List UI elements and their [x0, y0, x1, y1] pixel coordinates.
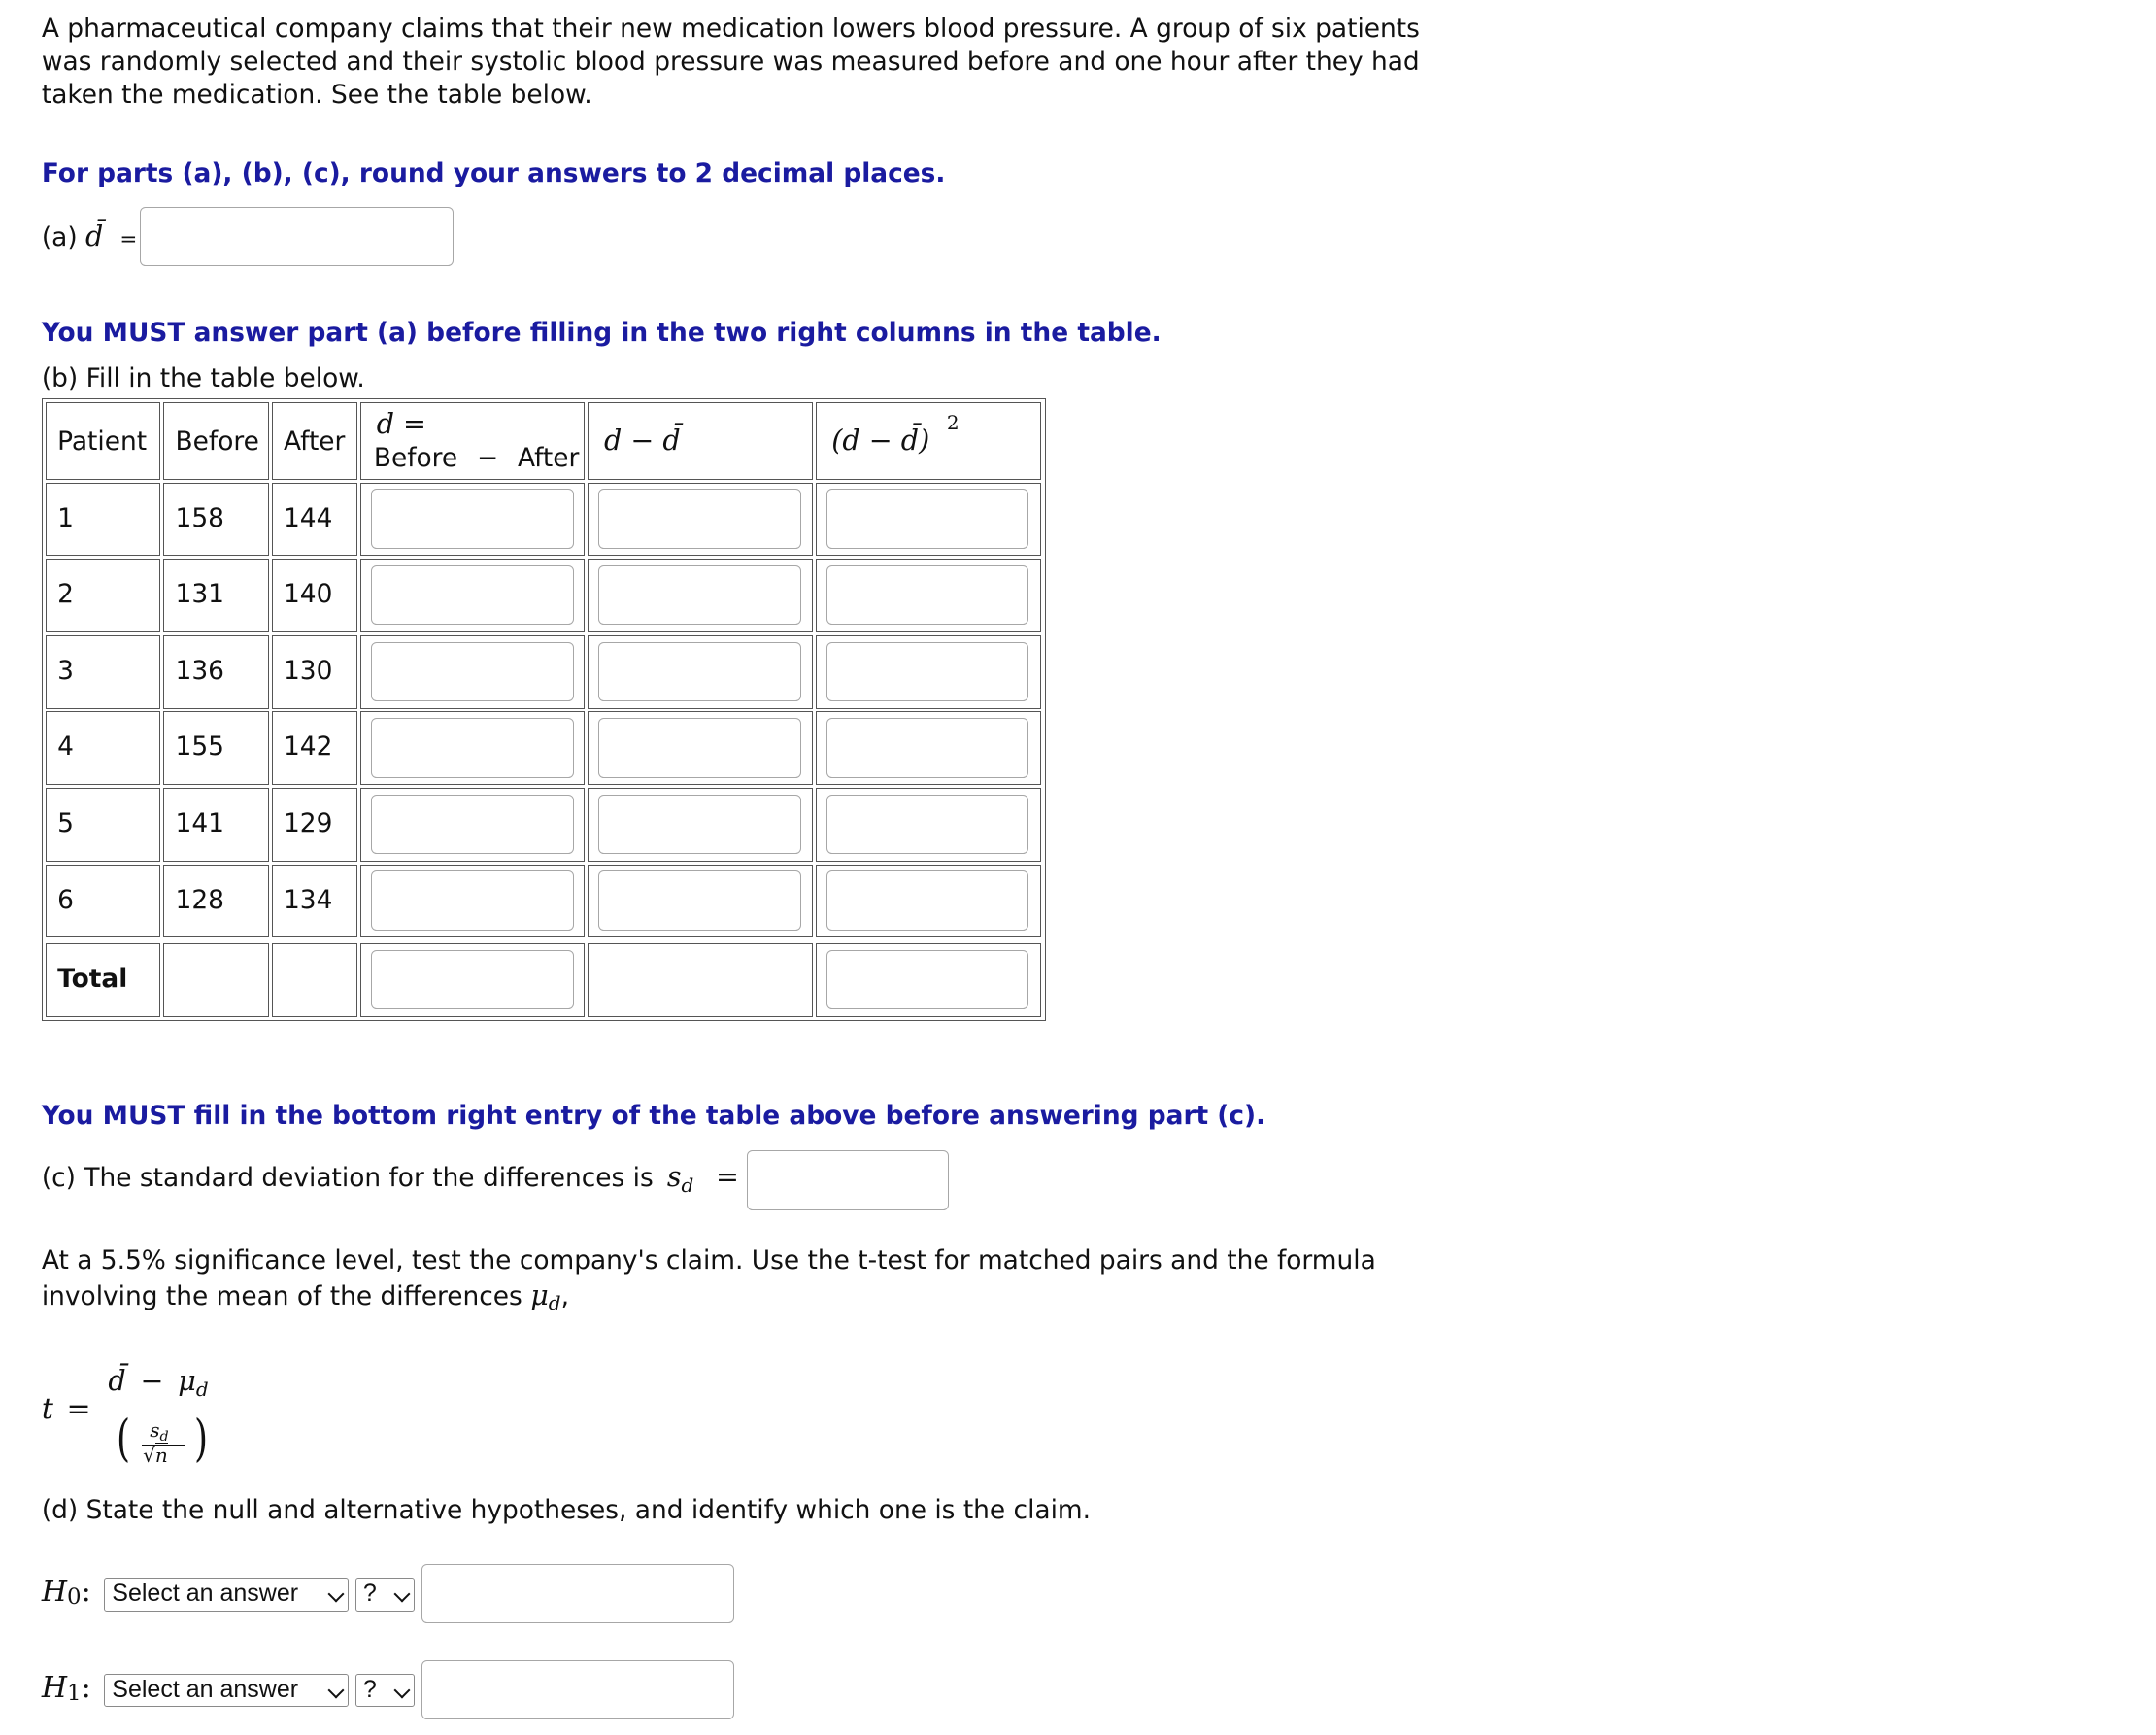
cell-after [272, 635, 358, 709]
h0-value-input[interactable] [421, 1564, 733, 1623]
h1-label [42, 1671, 91, 1705]
cell-patient [46, 559, 161, 632]
header-patient-cell [46, 402, 161, 480]
cell-d [360, 483, 585, 557]
cell-before [163, 788, 269, 862]
h0-h: H [41, 1575, 68, 1610]
cell-patient [46, 635, 161, 709]
formula-n: n [154, 1443, 168, 1467]
d-minus-dbar-input[interactable] [598, 870, 801, 930]
must-answer-a-note: You MUST answer part (a) before filling in the two right columns in the table. [41, 318, 1162, 349]
cell-patient [46, 788, 161, 862]
must-fill-note: You MUST fill in the bottom right entry of the table above before answering part (c). [41, 1100, 1266, 1131]
d-minus-dbar-input[interactable] [598, 718, 801, 777]
total-d-cell [360, 943, 585, 1017]
cell-before-value: 141 [175, 808, 224, 838]
cell-before-value: 136 [175, 655, 224, 686]
h0-operator-select[interactable] [355, 1578, 415, 1611]
cell-before-value: 158 [175, 502, 224, 533]
d-minus-dbar-input[interactable] [598, 642, 801, 701]
chevron-down-icon [394, 1682, 411, 1698]
problem-intro [42, 13, 1430, 113]
header-patient: Patient [57, 426, 148, 458]
formula-mu-sub: d [195, 1378, 209, 1401]
cell-after-value: 130 [283, 655, 333, 686]
h1-parameter-select[interactable] [104, 1674, 348, 1707]
formula-equals: = [66, 1391, 91, 1426]
header-squared: (d − d̄) [831, 424, 930, 458]
equals-sign: = [119, 226, 138, 252]
total-before-cell [163, 943, 269, 1017]
intro-line-2: was randomly selected and their systolic blood pressure was measured before and one hour after they had [41, 47, 1420, 78]
h0-operator-select-value: ? [362, 1580, 377, 1608]
squared-input[interactable] [826, 718, 1029, 777]
header-d-formula-after: After [517, 443, 580, 474]
intro-line-1: A pharmaceutical company claims that their new medication lowers blood pressure. A group of six patients [41, 13, 1420, 44]
intro-line-3: taken the medication. See the table below. [41, 80, 592, 111]
header-d-minus-dbar: d − d̄ [603, 424, 681, 458]
d-input[interactable] [371, 870, 574, 930]
cell-after [272, 711, 358, 785]
part-c-label: (c) The standard deviation for the differences is [41, 1163, 654, 1194]
squared-input[interactable] [826, 795, 1029, 854]
cell-before [163, 635, 269, 709]
h1-colon: : [81, 1671, 91, 1706]
formula-den-s-char: s [150, 1418, 160, 1442]
cell-patient-value: 2 [57, 579, 74, 610]
d-input[interactable] [371, 795, 574, 854]
part-d-text: (d) State the null and alternative hypotheses, and identify which one is the claim. [41, 1494, 1092, 1525]
formula-numerator [108, 1364, 209, 1401]
cell-d-minus-dbar [588, 635, 812, 709]
cell-patient-value: 1 [57, 502, 74, 533]
cell-squared [816, 483, 1042, 557]
round-note: For parts (a), (b), (c), round your answers to 2 decimal places. [41, 157, 946, 188]
cell-d [360, 559, 585, 632]
cell-after [272, 483, 358, 557]
header-after-cell [272, 402, 358, 480]
cell-before-value: 131 [175, 579, 224, 610]
h0-label [42, 1575, 91, 1609]
significance-line-1: At a 5.5% significance level, test the company's claim. Use the t-test for matched pairs and the formula [41, 1245, 1376, 1276]
mu-subscript: d [548, 1291, 561, 1315]
cell-patient-value: 4 [57, 731, 74, 763]
h1-h: H [41, 1671, 68, 1706]
significance-comma: , [560, 1280, 569, 1311]
cell-patient-value: 6 [57, 884, 74, 915]
header-squared-cell [816, 402, 1042, 480]
d-input[interactable] [371, 642, 574, 701]
formula-den-s-sub: d [159, 1429, 169, 1446]
cell-before [163, 559, 269, 632]
data-table [42, 398, 1046, 1021]
total-label-cell [46, 943, 161, 1017]
header-d-formula [374, 443, 580, 473]
significance-line-2 [42, 1278, 1430, 1314]
cell-before [163, 483, 269, 557]
header-after: After [283, 426, 346, 458]
total-after-cell [272, 943, 358, 1017]
header-d-formula-before: Before [373, 443, 458, 474]
cell-after-value: 134 [283, 884, 333, 915]
formula-paren-right: ) [194, 1410, 209, 1469]
formula-minus: − [140, 1364, 164, 1398]
h1-sub: 1 [67, 1680, 82, 1706]
h1-parameter-select-value: Select an answer [112, 1675, 299, 1703]
total-d-input[interactable] [371, 950, 574, 1009]
sd-equals: = [716, 1160, 739, 1194]
cell-d-minus-dbar [588, 559, 812, 632]
formula-mu: μ [178, 1364, 196, 1398]
d-minus-dbar-input[interactable] [598, 795, 801, 854]
formula-den-s [150, 1418, 169, 1446]
d-minus-dbar-input[interactable] [598, 565, 801, 625]
sd-input[interactable] [747, 1150, 950, 1209]
cell-patient [46, 483, 161, 557]
formula-dbar: d̄ [108, 1364, 126, 1398]
total-d-minus-dbar-cell [588, 943, 812, 1017]
h1-operator-select[interactable] [355, 1674, 415, 1707]
cell-patient [46, 865, 161, 938]
cell-after [272, 788, 358, 862]
cell-after-value: 140 [283, 579, 333, 610]
h1-operator-select-value: ? [362, 1675, 377, 1703]
header-d-eq: d = [376, 407, 426, 441]
h0-colon: : [81, 1575, 91, 1610]
formula-denominator [114, 1412, 217, 1481]
cell-before [163, 865, 269, 938]
d-minus-dbar-input[interactable] [598, 489, 801, 548]
squared-input[interactable] [826, 565, 1029, 625]
dbar-symbol: d̄ [85, 219, 104, 253]
total-label: Total [57, 964, 128, 994]
cell-before-value: 155 [175, 731, 224, 763]
chevron-down-icon [327, 1682, 344, 1698]
h0-parameter-select[interactable] [104, 1578, 348, 1611]
cell-before [163, 711, 269, 785]
dbar-input[interactable] [140, 207, 454, 266]
h0-parameter-select-value: Select an answer [112, 1580, 299, 1608]
cell-squared [816, 711, 1042, 785]
total-squared-input[interactable] [826, 950, 1029, 1009]
header-d-formula-minus: − [477, 443, 499, 474]
header-before: Before [175, 426, 259, 458]
cell-d-minus-dbar [588, 711, 812, 785]
squared-input[interactable] [826, 489, 1029, 548]
h0-sub: 0 [67, 1584, 82, 1611]
cell-d [360, 635, 585, 709]
cell-d [360, 865, 585, 938]
significance-line-2-text: involving the mean of the differences [41, 1280, 522, 1311]
part-c-text [41, 1160, 739, 1197]
squared-input[interactable] [826, 870, 1029, 930]
t-formula [42, 1360, 264, 1485]
formula-sqrt [143, 1444, 168, 1467]
header-before-cell [163, 402, 269, 480]
d-input[interactable] [371, 489, 574, 548]
cell-squared [816, 865, 1042, 938]
part-a-label [42, 220, 137, 253]
cell-after-value: 129 [283, 808, 333, 838]
cell-d-minus-dbar [588, 483, 812, 557]
cell-squared [816, 559, 1042, 632]
cell-after [272, 559, 358, 632]
cell-d [360, 711, 585, 785]
formula-t: t [41, 1391, 53, 1426]
cell-before-value: 128 [175, 884, 224, 915]
cell-after-value: 144 [283, 502, 333, 533]
cell-squared [816, 635, 1042, 709]
cell-d [360, 788, 585, 862]
chevron-down-icon [327, 1586, 344, 1603]
header-squared-exponent: 2 [946, 411, 960, 435]
squared-input[interactable] [826, 642, 1029, 701]
cell-squared [816, 788, 1042, 862]
sd-symbol: s [666, 1160, 682, 1194]
cell-d-minus-dbar [588, 865, 812, 938]
formula-sqrt-sign: √ [143, 1443, 155, 1467]
d-input[interactable] [371, 565, 574, 625]
part-b-label: (b) Fill in the table below. [41, 363, 365, 394]
h1-value-input[interactable] [421, 1660, 733, 1719]
cell-after [272, 865, 358, 938]
cell-patient-value: 5 [57, 808, 74, 838]
sd-subscript: d [681, 1174, 694, 1197]
cell-d-minus-dbar [588, 788, 812, 862]
mu-symbol: μ [530, 1277, 549, 1311]
part-a-paren: (a) [41, 221, 78, 253]
formula-paren-left: ( [117, 1410, 131, 1469]
chevron-down-icon [394, 1586, 411, 1603]
cell-after-value: 142 [283, 731, 333, 763]
cell-patient-value: 3 [57, 655, 74, 686]
significance-text [42, 1244, 1430, 1314]
d-input[interactable] [371, 718, 574, 777]
header-d-minus-dbar-cell [588, 402, 812, 480]
header-d-cell [360, 402, 585, 480]
cell-patient [46, 711, 161, 785]
total-squared-cell [816, 943, 1042, 1017]
